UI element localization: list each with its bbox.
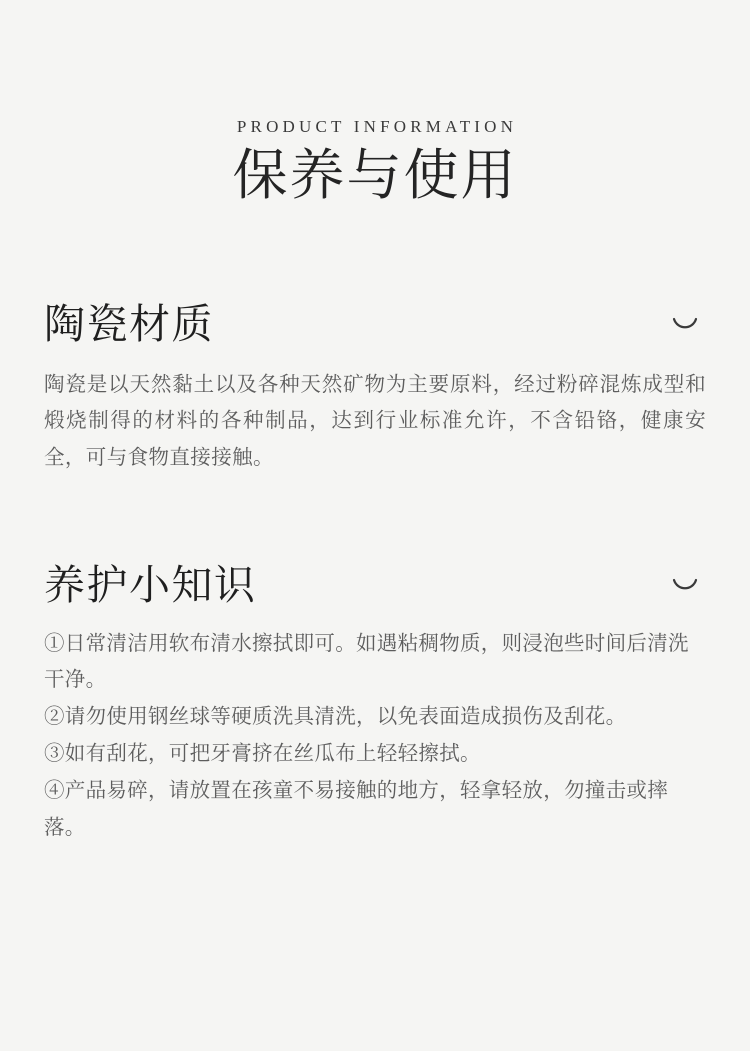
list-item: ①日常清洁用软布清水擦拭即可。如遇粘稠物质，则浸泡些时间后清洗干净。 (44, 632, 689, 692)
section-header-ceramic-material[interactable] (44, 297, 706, 352)
section-body-ceramic-material (44, 367, 706, 476)
section-title-care-tips: 养护小知识 (44, 562, 257, 609)
list-item: ③如有刮花，可把牙膏挤在丝瓜布上轻轻擦拭。 (44, 743, 481, 766)
eyebrow-label: PRODUCT INFORMATION (236, 117, 518, 136)
page-header (0, 0, 750, 211)
page-title: 保养与使用 (232, 145, 518, 206)
list-item: ④产品易碎，请放置在孩童不易接触的地方，轻拿轻放，勿撞击或摔落。 (44, 780, 668, 839)
paragraph: 陶瓷是以天然黏土以及各种天然矿物为主要原料，经过粉碎混炼成型和煅烧制得的材料的各种制品，达到行业标准允许，不含铅铬，健康安全，可与食物直接接触。 (44, 373, 706, 469)
chevron-down-icon[interactable] (672, 317, 698, 333)
section-title-ceramic-material: 陶瓷材质 (44, 301, 214, 348)
section-care-tips (0, 558, 750, 847)
section-header-care-tips[interactable] (44, 558, 706, 613)
chevron-down-icon[interactable] (672, 578, 698, 594)
section-body-care-tips (44, 626, 706, 847)
section-ceramic-material (0, 297, 750, 476)
list-item: ②请勿使用钢丝球等硬质洗具清洗，以免表面造成损伤及刮花。 (44, 706, 627, 729)
